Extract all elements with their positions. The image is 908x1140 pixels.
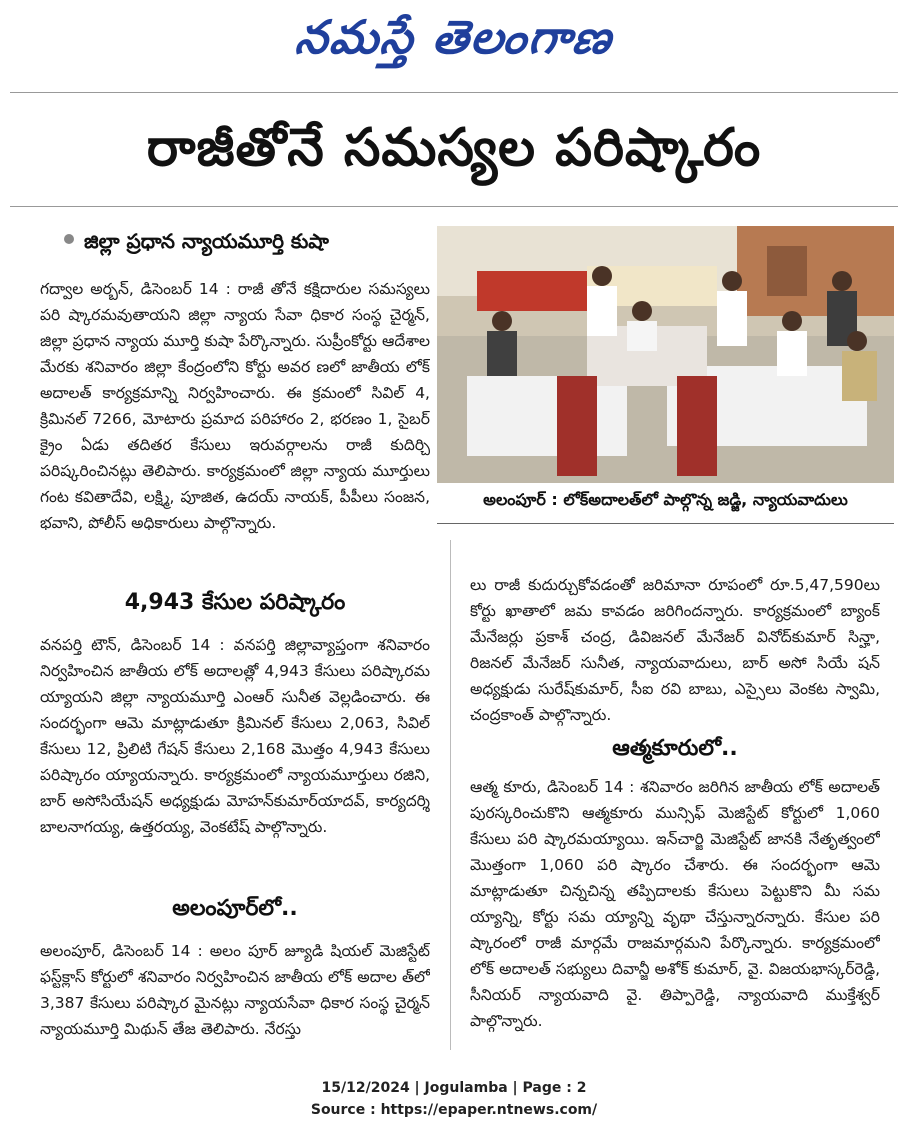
divider — [10, 92, 898, 93]
headline: రాజీతోనే సమస్యల పరిష్కారం — [146, 118, 762, 178]
column-divider — [450, 540, 451, 1050]
masthead-logo-text: నమస్తే తెలంగాణ — [293, 10, 617, 64]
news-photo — [437, 226, 894, 483]
bullet-icon — [64, 234, 74, 244]
story-alampur-continued: లు రాజీ కుదుర్చుకోవడంతో జరిమానా రూపంలో రూ.5,47,590లు కోర్టు ఖాతాలో జమ కావడం జరిగిందన్నారు. కార్యక్రమంలో బ్యాంక్ మేనేజర్లు ప్రకాశ్ చంద్ర, డివిజనల్ మేనేజర్ వినోద్‌కుమార్ సిన్హా, రిజనల్ మేనేజర్ సునీత, న్యాయవాదులు, బార్ అసో సియే షన్ అధ్యక్షుడు సురేష్‌కుమార్, సీఐ రవి బాబు, ఎస్సైలు వెంకట స్వామి, చంద్రకాంత్ పాల్గొన్నారు. — [470, 576, 880, 724]
subhead-atmakur: ఆత్మకూరులో.. — [612, 736, 738, 761]
footer-source-link[interactable]: Source : https://epaper.ntnews.com/ — [310, 1102, 598, 1118]
photo-caption: అలంపూర్ : లోక్‌అదాలత్‌లో పాల్గొన్న జడ్జి, న్యాయవాదులు — [483, 490, 848, 509]
divider — [10, 206, 898, 207]
byline: జిల్లా ప్రధాన న్యాయమూర్తి కుషా — [84, 229, 329, 253]
divider — [437, 523, 894, 524]
story-atmakur: ఆత్మ కూరు, డిసెంబర్ 14 : శనివారం జరిగిన జాతీయ లోక్ అదాలత్ పురస్కరించుకొని ఆత్మకూరు మున్సిఫ్ మెజిస్టేట్ కోర్టులో 1,060 కేసులు పరి ష్కారమయ్యాయి. ఇన్‌చార్జి మెజిస్టేట్ జానకి నేతృత్వంలో మొత్తంగా 1,060 పరి ష్కారం చేశారు. ఈ సందర్భంగా ఆమె మాట్లాడుతూ చిన్నచిన్న తప్పిదాలకు కేసులు పెట్టుకొని మీ సమ య్యాన్ని, కోర్టు సమ య్యాన్ని వృథా చేస్తున్నారన్నారు. కేసుల పరి ష్కారంలో రాజీ మార్గమే రాజమార్గమని పేర్కొన్నారు. కార్యక్రమంలో లోక్ అదాలత్ సభ్యులు దివాన్జీ అశోక్ కుమార్, వై. విజయభాస్కర్‌రెడ్డి, సీనియర్ న్యాయవాది వై. తిప్పారెడ్డి, న్యాయవాది ముక్తేశ్వర్ పాల్గొన్నారు. — [470, 778, 880, 1030]
story-wanaparthy: వనపర్తి టౌన్, డిసెంబర్ 14 : వనపర్తి జిల్లావ్యాప్తంగా శనివారం నిర్వహించిన జాతీయ లోక్ అదాలత్లో 4,943 కేసులు పరిష్కారమ య్యాయని జిల్లా న్యాయమూర్తి ఎంఆర్ సునీత వెల్లడించారు. ఈ సందర్భంగా ఆమె మాట్లాడుతూ క్రిమినల్ కేసులు 2,063, సివిల్ కేసులు 12, ప్రిలిటి గేషన్ కేసులు 2,168 మొత్తం 4,943 కేసులు పరిష్కారం య్యాయన్నారు. కార్యక్రమంలో న్యాయమూర్తులు రజిని, బార్ అసోసియేషన్ అధ్యక్షుడు మోహన్‌కుమార్‌యాదవ్, కార్యదర్శి బాలనాగయ్య, ఉత్తరయ్య, వెంకటేష్ పాల్గొన్నారు. — [40, 636, 430, 836]
footer-date-edition: 15/12/2024 | Jogulamba | Page : 2 — [321, 1080, 587, 1096]
story-gadwal: గద్వాల అర్బన్, డిసెంబర్ 14 : రాజీ తోనే కక్షిదారుల సమస్యలు పరి ష్కారమవుతాయని జిల్లా న్యాయ సేవా ధికార సంస్థ చైర్మన్, జిల్లా ప్రధాన న్యాయ మూర్తి కుషా పేర్కొన్నారు. సుప్రీంకోర్టు ఆదేశాల మేరకు శనివారం జిల్లా కేంద్రంలోని కోర్టు అవర ణలో జాతీయ లోక్ అదాలత్ కార్యక్రమాన్ని నిర్వహించారు. ఈ క్రమంలో సివిల్ 4, క్రిమినల్ 7266, మోటారు ప్రమాద పరిహారం 2, భరణం 1, సైబర్ క్రైం ఏడు తదితర కేసులు ఇరువర్గాలను రాజీ కుదిర్చి పరిష్కరించినట్లు తెలిపారు. కార్యక్రమంలో జిల్లా న్యాయ మూర్తులు గంట కవితాదేవి, లక్ష్మి, పూజిత, ఉదయ్ నాయక్, పీపీలు సంజన, భవాని, పోలీస్ అధికారులు పాల్గొన్నారు. — [40, 280, 430, 532]
subhead-alampur: అలంపూర్‌లో.. — [172, 896, 298, 921]
masthead — [0, 10, 908, 76]
story-alampur: అలంపూర్, డిసెంబర్ 14 : అలం పూర్ జ్యూడి షియల్ మెజిస్టేట్ ఫస్ట్‌క్లాస్ కోర్టులో శనివారం నిర్వహించిన జాతీయ లోక్ అదాల త్‌లో 3,387 కేసులు పరిష్కార మైనట్లు న్యాయసేవా ధికార సంస్థ చైర్మన్ న్యాయమూర్తి మిథున్ తేజ తెలిపారు. నేరస్తు — [40, 942, 430, 1038]
subhead-wanaparthy: 4,943 కేసుల పరిష్కారం — [124, 590, 346, 615]
